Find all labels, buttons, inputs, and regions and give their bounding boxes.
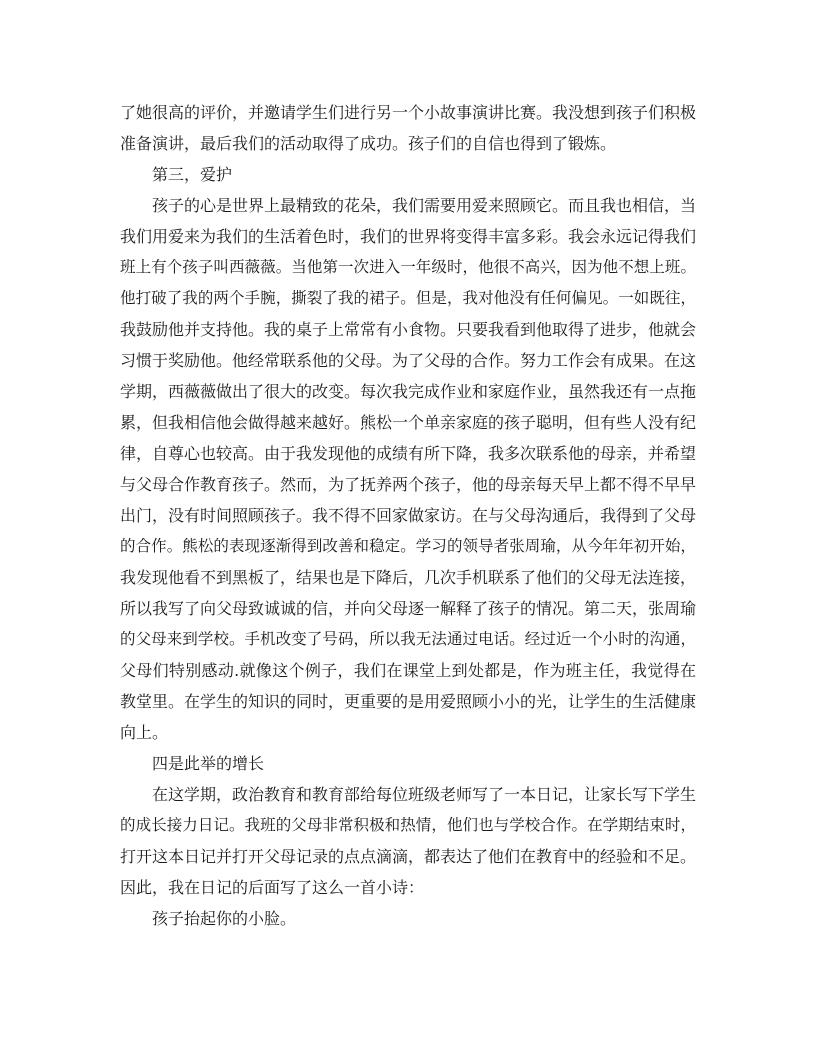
paragraph-line: 所以我写了向父母致诚诚的信，并向父母逐一解释了孩子的情况。第二天，张周瑜	[120, 599, 696, 618]
paragraph-line: 学期，西薇薇做出了很大的改变。每次我完成作业和家庭作业，虽然我还有一点拖	[120, 382, 696, 401]
paragraph-line: 的合作。熊松的表现逐渐得到改善和稳定。学习的领导者张周瑜，从今年年初开始，	[120, 537, 696, 555]
paragraph-line: 打开这本日记并打开父母记录的点点滴滴，都表达了他们在教育中的经验和不足。	[120, 847, 696, 866]
paragraph-line: 出门，没有时间照顾孩子。我不得不回家做家访。在与父母沟通后，我得到了父母	[120, 506, 696, 525]
paragraph-line: 与父母合作教育孩子。然而，为了抚养两个孩子，他的母亲每天早上都不得不早早	[120, 475, 696, 494]
section-heading: 四是此举的增长	[152, 754, 265, 773]
paragraph-line: 我鼓励他并支持他。我的桌子上常常有小食物。只要我看到他取得了进步，他就会	[120, 320, 696, 339]
paragraph-line: 的成长接力日记。我班的父母非常积极和热情，他们也与学校合作。在学期结束时，	[120, 816, 696, 834]
paragraph-line: 向上。	[120, 723, 169, 742]
paragraph-line: 准备演讲，最后我们的活动取得了成功。孩子们的自信也得到了锻炼。	[120, 134, 617, 153]
poem-line: 孩子抬起你的小脸。	[152, 909, 297, 928]
paragraph-line: 因此，我在日记的后面写了这么一首小诗：	[120, 878, 425, 897]
paragraph-line: 了她很高的评价，并邀请学生们进行另一个小故事演讲比赛。我没想到孩子们积极	[120, 103, 696, 122]
paragraph-line: 在这学期，政治教育和教育部给每位班级老师写了一本日记，让家长写下学生	[152, 785, 696, 804]
paragraph-line: 律，自尊心也较高。由于我发现他的成绩有所下降，我多次联系他的母亲，并希望	[120, 444, 696, 463]
section-heading: 第三，爱护	[152, 165, 233, 184]
paragraph-line: 教堂里。在学生的知识的同时，更重要的是用爱照顾小小的光，让学生的生活健康	[120, 692, 696, 711]
paragraph-line: 累，但我相信他会做得越来越好。熊松一个单亲家庭的孩子聪明，但有些人没有纪	[120, 413, 696, 432]
paragraph-line: 班上有个孩子叫西薇薇。当他第一次进入一年级时，他很不高兴，因为他不想上班。	[120, 258, 696, 276]
paragraph-line: 我发现他看不到黑板了，结果也是下降后，几次手机联系了他们的父母无法连接，	[120, 568, 696, 587]
paragraph-line: 父母们特别感动.就像这个例子，我们在课堂上到处都是，作为班主任，我觉得在	[120, 661, 696, 680]
paragraph-line: 孩子的心是世界上最精致的花朵，我们需要用爱来照顾它。而且我也相信，当	[152, 196, 696, 215]
paragraph-line: 习惯于奖励他。他经常联系他的父母。为了父母的合作。努力工作会有成果。在这	[120, 351, 696, 370]
document-page	[120, 97, 696, 934]
paragraph-line: 我们用爱来为我们的生活着色时，我们的世界将变得丰富多彩。我会永远记得我们	[120, 227, 696, 246]
paragraph-line: 的父母来到学校。手机改变了号码，所以我无法通过电话。经过近一个小时的沟通，	[120, 630, 696, 648]
paragraph-line: 他打破了我的两个手腕，撕裂了我的裙子。但是，我对他没有任何偏见。一如既往，	[120, 289, 696, 307]
